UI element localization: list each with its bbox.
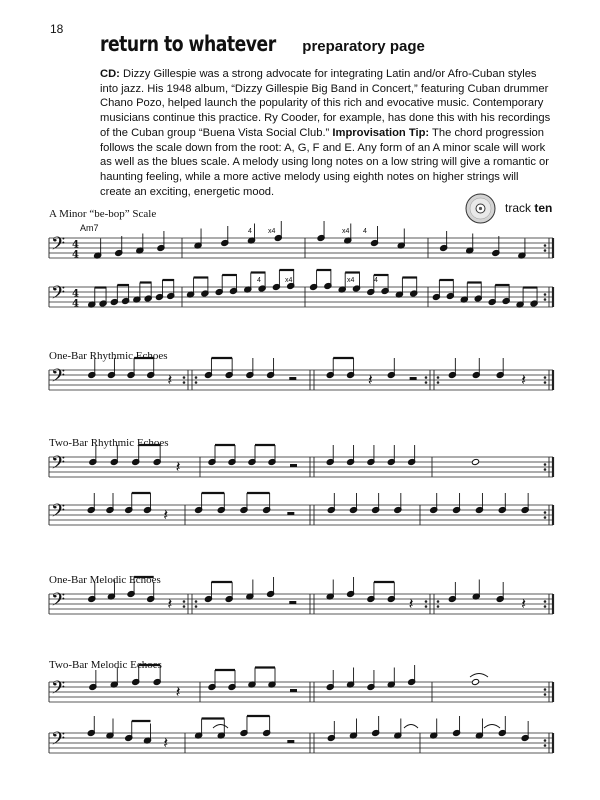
- quarter-rest: 𝄽: [175, 457, 181, 476]
- fingering-label: 4: [257, 277, 261, 284]
- quarter-rest: 𝄽: [175, 682, 181, 701]
- repeat-dot: [544, 516, 547, 519]
- repeat-dot: [544, 249, 547, 252]
- half-rest: [410, 377, 417, 380]
- repeat-dot: [544, 511, 547, 514]
- repeat-dot: [544, 244, 547, 247]
- repeat-dot: [544, 293, 547, 296]
- repeat-dot: [544, 376, 547, 379]
- repeat-dot: [183, 381, 186, 384]
- track-label: track ten: [505, 201, 553, 215]
- half-rest: [287, 740, 294, 743]
- section-title-scale: A Minor “be-bop” Scale: [49, 208, 157, 220]
- repeat-dot: [183, 600, 186, 603]
- repeat-dot: [437, 605, 440, 608]
- repeat-dot: [425, 605, 428, 608]
- bass-clef-icon: 𝄢: [51, 729, 66, 754]
- fingering-label: x4: [285, 277, 293, 284]
- bass-clef-icon: 𝄢: [51, 283, 66, 308]
- intro-text: Dizzy Gillespie was a strong advocate for integrating Latin and/or Afro-Cuban styles into jazz. His 1948 album, “Dizzy Gillespie Big Band in Concert,” featuring Cuban drummer Chano Pozo, helped launch the popularity of this rich and evocative music. Contemporary musicians continue this practice. Ry Cooder, for example, has done this with his recordings of the Cuban group “Buena Vista Social Club.”: [100, 68, 551, 139]
- quarter-rest: 𝄽: [408, 594, 414, 613]
- repeat-dot: [425, 600, 428, 603]
- repeat-dot: [544, 744, 547, 747]
- tip-label: Improvisation Tip:: [332, 126, 430, 139]
- quarter-rest: 𝄽: [163, 505, 169, 524]
- quarter-rest: 𝄽: [367, 370, 373, 389]
- repeat-dot: [183, 605, 186, 608]
- section-title-one-bar-rhythmic: One-Bar Rhythmic Echoes: [49, 350, 168, 362]
- chord-symbol: Am7: [80, 223, 99, 233]
- quarter-rest: 𝄽: [167, 370, 173, 389]
- repeat-dot: [544, 600, 547, 603]
- tie: [404, 725, 418, 729]
- note-head: [471, 458, 479, 465]
- bass-clef-icon: 𝄢: [51, 678, 66, 703]
- fingering-label: 4: [363, 228, 367, 235]
- bass-clef-icon: 𝄢: [51, 234, 66, 259]
- repeat-dot: [437, 381, 440, 384]
- half-rest: [289, 377, 296, 380]
- time-signature: 4: [72, 249, 79, 261]
- half-rest: [287, 512, 294, 515]
- track-name: ten: [534, 201, 553, 215]
- repeat-dot: [544, 381, 547, 384]
- repeat-dot: [195, 600, 198, 603]
- quarter-rest: 𝄽: [521, 594, 526, 613]
- repeat-dot: [544, 468, 547, 471]
- repeat-dot: [544, 463, 547, 466]
- repeat-dot: [183, 376, 186, 379]
- fingering-label: 4: [374, 277, 378, 284]
- half-rest: [290, 689, 297, 692]
- repeat-dot: [544, 298, 547, 301]
- fingering-label: x4: [347, 277, 355, 284]
- quarter-rest: 𝄽: [167, 594, 173, 613]
- section-title-two-bar-rhythmic: Two-Bar Rhythmic Echoes: [49, 437, 169, 449]
- repeat-dot: [437, 376, 440, 379]
- bass-clef-icon: 𝄢: [51, 366, 66, 391]
- time-signature: 4: [72, 288, 79, 300]
- half-rest: [289, 601, 296, 604]
- repeat-dot: [544, 605, 547, 608]
- fingering-label: x4: [268, 228, 276, 235]
- section-title-one-bar-melodic: One-Bar Melodic Echoes: [49, 574, 161, 586]
- repeat-dot: [544, 739, 547, 742]
- note-head: [471, 678, 479, 685]
- bass-clef-icon: 𝄢: [51, 453, 66, 478]
- section-title-two-bar-melodic: Two-Bar Melodic Echoes: [49, 659, 162, 671]
- repeat-dot: [544, 688, 547, 691]
- quarter-rest: 𝄽: [163, 733, 169, 752]
- time-signature: 4: [72, 239, 79, 251]
- repeat-dot: [437, 600, 440, 603]
- page-title: return to whatever: [100, 32, 276, 56]
- bass-clef-icon: 𝄢: [51, 501, 66, 526]
- quarter-rest: 𝄽: [521, 370, 526, 389]
- bass-clef-icon: 𝄢: [51, 590, 66, 615]
- repeat-dot: [195, 381, 198, 384]
- tie: [213, 725, 228, 729]
- half-rest: [290, 464, 297, 467]
- repeat-dot: [544, 693, 547, 696]
- time-signature: 4: [72, 298, 79, 310]
- repeat-dot: [425, 376, 428, 379]
- tip-text: The chord progression follows the scale down from the root: A, G, F and E. Any form of an A minor scale will work as well as the blues scale. A melody using long notes on a low string will give a romantic or haunting feeling, while a more active melody using eighth notes on higher strings will create an exciting, energetic mood.: [100, 126, 549, 198]
- page-number: 18: [50, 22, 64, 36]
- repeat-dot: [195, 605, 198, 608]
- fingering-label: 4: [248, 228, 252, 235]
- repeat-dot: [195, 376, 198, 379]
- tie: [484, 725, 500, 729]
- page-subtitle: preparatory page: [302, 38, 425, 55]
- fingering-label: x4: [342, 228, 350, 235]
- cd-label: CD:: [100, 68, 120, 80]
- repeat-dot: [425, 381, 428, 384]
- tie: [470, 674, 488, 678]
